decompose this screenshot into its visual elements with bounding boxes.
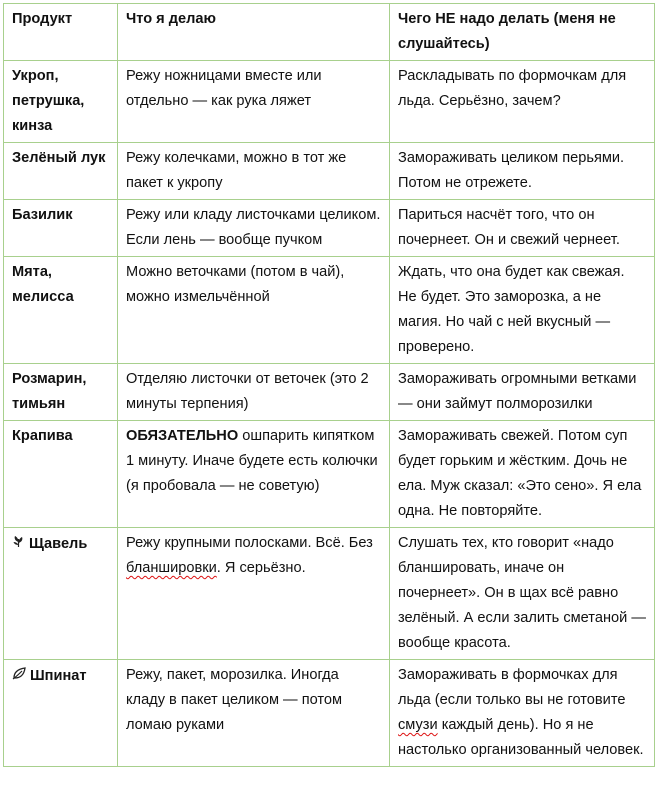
do-cell: Режу, пакет, морозилка. Иногда кладу в пакет целиком — потом ломаю руками xyxy=(118,660,390,767)
dont-cell: Раскладывать по формочкам для льда. Серьёзно, зачем? xyxy=(390,61,655,143)
dont-cell xyxy=(390,660,655,767)
product-cell: Розмарин, тимьян xyxy=(4,364,118,421)
product-cell xyxy=(4,660,118,767)
product-cell: Укроп, петрушка, кинза xyxy=(4,61,118,143)
dont-text-pre: Замораживать в формочках для льда (если только вы не готовите xyxy=(398,667,626,708)
dont-cell: Замораживать огромными ветками — они займут полморозилки xyxy=(390,364,655,421)
table-row xyxy=(4,364,655,421)
dont-cell: Ждать, что она будет как свежая. Не будет. Это заморозка, а не магия. Но чай с ней вкусный — проверено. xyxy=(390,257,655,364)
table-row xyxy=(4,200,655,257)
product-cell xyxy=(4,528,118,660)
leaf-icon xyxy=(12,663,26,688)
do-cell: Режу колечками, можно в тот же пакет к укропу xyxy=(118,143,390,200)
product-label: Шпинат xyxy=(30,668,87,684)
table-row xyxy=(4,421,655,528)
emphasis-text: ОБЯЗАТЕЛЬНО xyxy=(126,428,239,444)
table-row xyxy=(4,61,655,143)
table-row xyxy=(4,660,655,767)
dont-text-post: каждый день). Но я не настолько организованный человек. xyxy=(398,717,644,758)
table-row xyxy=(4,528,655,660)
do-cell: Режу ножницами вместе или отдельно — как рука ляжет xyxy=(118,61,390,143)
do-cell: Отделяю листочки от веточек (это 2 минуты терпения) xyxy=(118,364,390,421)
product-cell: Зелёный лук xyxy=(4,143,118,200)
header-row xyxy=(4,4,655,61)
do-cell: Можно веточками (потом в чай), можно измельчённой xyxy=(118,257,390,364)
spellcheck-word[interactable]: бланшировки xyxy=(126,560,217,576)
product-cell: Базилик xyxy=(4,200,118,257)
dont-cell: Слушать тех, кто говорит «надо бланшировать, иначе он почернеет». Он в щах всё равно зелёный. А если залить сметаной — вообще красота. xyxy=(390,528,655,660)
table-row xyxy=(4,143,655,200)
do-text-pre: Режу крупными полосками. Всё. Без xyxy=(126,535,373,551)
header-do: Что я делаю xyxy=(118,4,390,61)
do-cell: Режу или кладу листочками целиком. Если лень — вообще пучком xyxy=(118,200,390,257)
product-cell: Мята, мелисса xyxy=(4,257,118,364)
herbs-table xyxy=(3,3,655,767)
do-cell xyxy=(118,421,390,528)
product-label: Щавель xyxy=(29,536,88,552)
spellcheck-word[interactable]: смузи xyxy=(398,717,438,733)
product-cell: Крапива xyxy=(4,421,118,528)
dont-cell: Париться насчёт того, что он почернеет. Он и свежий чернеет. xyxy=(390,200,655,257)
do-text: ошпарить кипятком 1 минуту. Иначе будете есть колючки (я пробовала — не советую) xyxy=(126,428,378,494)
header-product: Продукт xyxy=(4,4,118,61)
dont-cell: Замораживать свежей. Потом суп будет горьким и жёстким. Дочь не ела. Муж сказал: «Это сено». Я ела одна. Не повторяйте. xyxy=(390,421,655,528)
dont-cell: Замораживать целиком перьями. Потом не отрежете. xyxy=(390,143,655,200)
table-row xyxy=(4,257,655,364)
do-cell xyxy=(118,528,390,660)
header-dont: Чего НЕ надо делать (меня не слушайтесь) xyxy=(390,4,655,61)
herb-icon xyxy=(12,531,25,556)
do-text-post: . Я серьёзно. xyxy=(216,560,306,576)
